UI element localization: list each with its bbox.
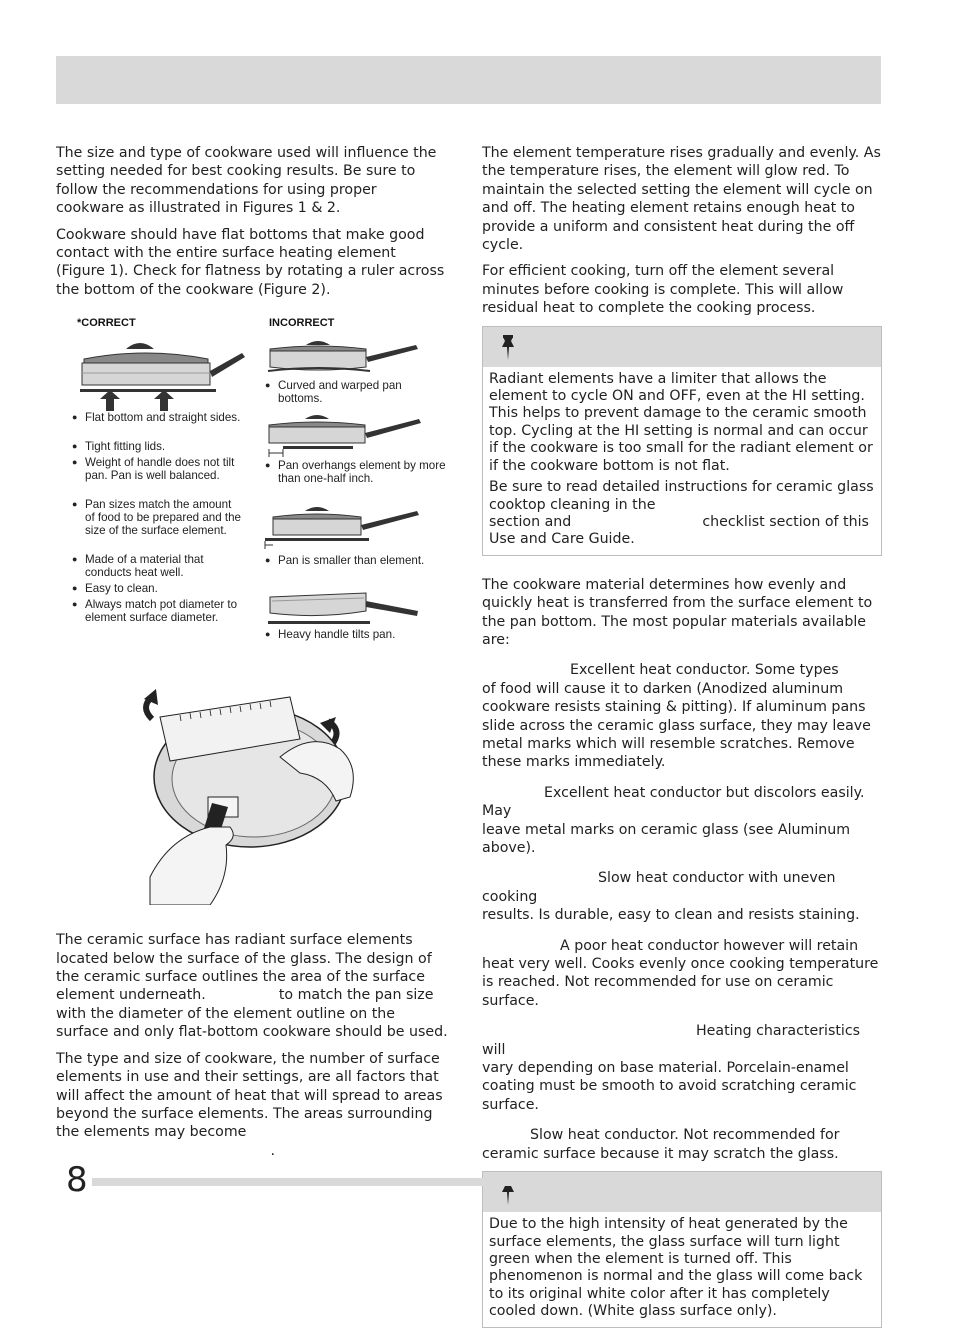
- right-column: [482, 144, 882, 1342]
- correct-item: ● Made of a material that conducts heat well.: [72, 553, 241, 579]
- correct-item: ● Pan sizes match the amount of food to be prepared and the size of the surface element.: [72, 498, 243, 537]
- section-header-bar: [56, 56, 881, 104]
- pushpin-icon: [499, 335, 519, 361]
- material-cast-iron-text: A poor heat conductor however will retain: [560, 937, 859, 954]
- material-glass-text-cont: ceramic surface because it may scratch the glass.: [482, 1145, 839, 1162]
- note-body: [483, 1212, 881, 1326]
- flat-bottom-paragraph: Cookware should have flat bottoms that make good contact with the entire surface heating element (Figure 1). Check for flatness by rotating a ruler across the bottom of the cookware (Figure 2).: [56, 226, 445, 298]
- cleaning-note-paragraph: [489, 479, 875, 549]
- cookware-material-paragraph: The cookware material determines how evenly and quickly heat is transferred from the surface element to the pan bottom. The most popular materials available are:: [482, 576, 873, 648]
- left-column: [56, 144, 448, 1168]
- incorrect-item: ● Pan is smaller than element.: [265, 554, 438, 567]
- correct-item: ● Tight fitting lids.: [72, 440, 241, 453]
- material-copper-text-cont: leave metal marks on ceramic glass (see Aluminum above).: [482, 821, 851, 856]
- figure-2-ruler-check-illustration: [130, 677, 370, 905]
- note-box-glass-color: [482, 1171, 882, 1327]
- material-stainless-text: Slow heat conductor with uneven cooking: [482, 870, 836, 905]
- cookware-intro-paragraph: The size and type of cookware used will influence the setting needed for best cooking results. Be sure to follow the recommendations for using proper cookware as illustrated in Figures 1 & 2.: [56, 145, 437, 217]
- correct-label: *CORRECT: [77, 317, 136, 330]
- cleaning-note-text-end: checklist section of this Use and Care Guide.: [489, 513, 869, 548]
- heat-spread-text: The type and size of cookware, the number of surface elements in use and their settings, are all factors that will affect the amount of heat that will spread to areas beyond the surface elements. The areas surrounding the elements may become: [56, 1050, 443, 1141]
- correct-item: ● Always match pot diameter to element surface diameter.: [72, 598, 255, 624]
- warped-pan-illustration: [266, 335, 441, 375]
- material-glass-text: Slow heat conductor. Not recommended for: [530, 1127, 840, 1144]
- overhang-pan-illustration: [261, 409, 436, 459]
- material-porcelain-text-cont: vary depending on base material. Porcelain-enamel coating must be smooth to avoid scratching ceramic surface.: [482, 1060, 857, 1113]
- material-stainless: [482, 869, 882, 924]
- heat-spread-paragraph: [56, 1050, 448, 1160]
- material-cast-iron: [482, 937, 882, 1011]
- incorrect-item: ● Heavy handle tilts pan.: [265, 628, 438, 641]
- incorrect-item: ● Pan overhangs element by more than one-half inch.: [265, 459, 446, 485]
- ceramic-surface-text: The ceramic surface has radiant surface elements located below the surface of the glass. The design of the ceramic surface outlines the area of the surface element underneath.: [56, 932, 432, 1004]
- cleaning-note-text: Be sure to read detailed instructions for ceramic glass cooktop cleaning in the: [489, 479, 874, 513]
- material-aluminum-text: Excellent heat conductor. Some types: [570, 662, 839, 679]
- note-box-limiter: [482, 326, 882, 556]
- material-copper: [482, 784, 882, 858]
- material-cast-iron-text-cont: heat very well. Cooks evenly once cooking temperature is reached. Not recommended for use on ceramic surface.: [482, 956, 879, 1009]
- heavy-handle-pan-illustration: [266, 589, 441, 629]
- note-body: [483, 367, 881, 555]
- material-porcelain-text: Heating characteristics will: [482, 1023, 861, 1058]
- glass-color-note-text: Due to the high intensity of heat generated by the surface elements, the glass surface will turn light green when the element is turned off. This phenomenon is normal and the glass will come back to its original white color after it has completely cooled down. (White glass surface only).: [489, 1216, 863, 1320]
- cleaning-note-text-cont: section and: [489, 513, 572, 530]
- incorrect-label: INCORRECT: [269, 317, 335, 330]
- material-aluminum-text-cont: of food will cause it to darken (Anodized aluminum cookware resists staining & pitting). If aluminum pans slide across the ceramic glass surface, they may leave metal marks which will resemble scratches. Remove these marks immediately.: [482, 680, 871, 771]
- element-temperature-paragraph: The element temperature rises gradually and evenly. As the temperature rises, the element will glow red. To maintain the selected setting the element will cycle on and off. The heating element retains enough heat to provide a uniform and consistent heat during the off cycle.: [482, 145, 881, 254]
- correct-item: ● Flat bottom and straight sides.: [72, 411, 241, 424]
- limiter-note-text: Radiant elements have a limiter that allows the element to cycle ON and OFF, even at the HI setting. This helps to prevent damage to the ceramic smooth top. Cycling at the HI setting is normal and can occur if the cookware is too small for the radiant element or if the cookware bottom is not flat.: [489, 370, 873, 474]
- ceramic-surface-text-cont: to match the pan size with the diameter of the element outline on the surface and only flat-bottom cookware should be used.: [56, 987, 448, 1041]
- page-number: 8: [66, 1160, 88, 1200]
- heat-spread-text-end: .: [270, 1142, 276, 1159]
- incorrect-item: ● Curved and warped pan bottoms.: [265, 379, 436, 405]
- note-header: [483, 327, 881, 367]
- material-stainless-text-cont: results. Is durable, easy to clean and resists staining.: [482, 907, 860, 924]
- material-aluminum: [482, 661, 882, 771]
- efficient-cooking-paragraph: For efficient cooking, turn off the element several minutes before cooking is complete. This will allow residual heat to complete the cooking process.: [482, 263, 844, 317]
- material-copper-text: Excellent heat conductor but discolors easily. May: [482, 784, 865, 820]
- small-pan-illustration: [261, 503, 436, 549]
- footer-bar: [92, 1178, 881, 1186]
- material-glass: [482, 1126, 882, 1163]
- material-porcelain: [482, 1022, 882, 1114]
- correct-item: ● Weight of handle does not tilt pan. Pan is well balanced.: [72, 456, 251, 482]
- correct-pan-illustration: [76, 333, 256, 413]
- ceramic-surface-paragraph: [56, 931, 448, 1041]
- correct-item: ● Easy to clean.: [72, 582, 241, 595]
- figure-1-cookware: [56, 317, 448, 667]
